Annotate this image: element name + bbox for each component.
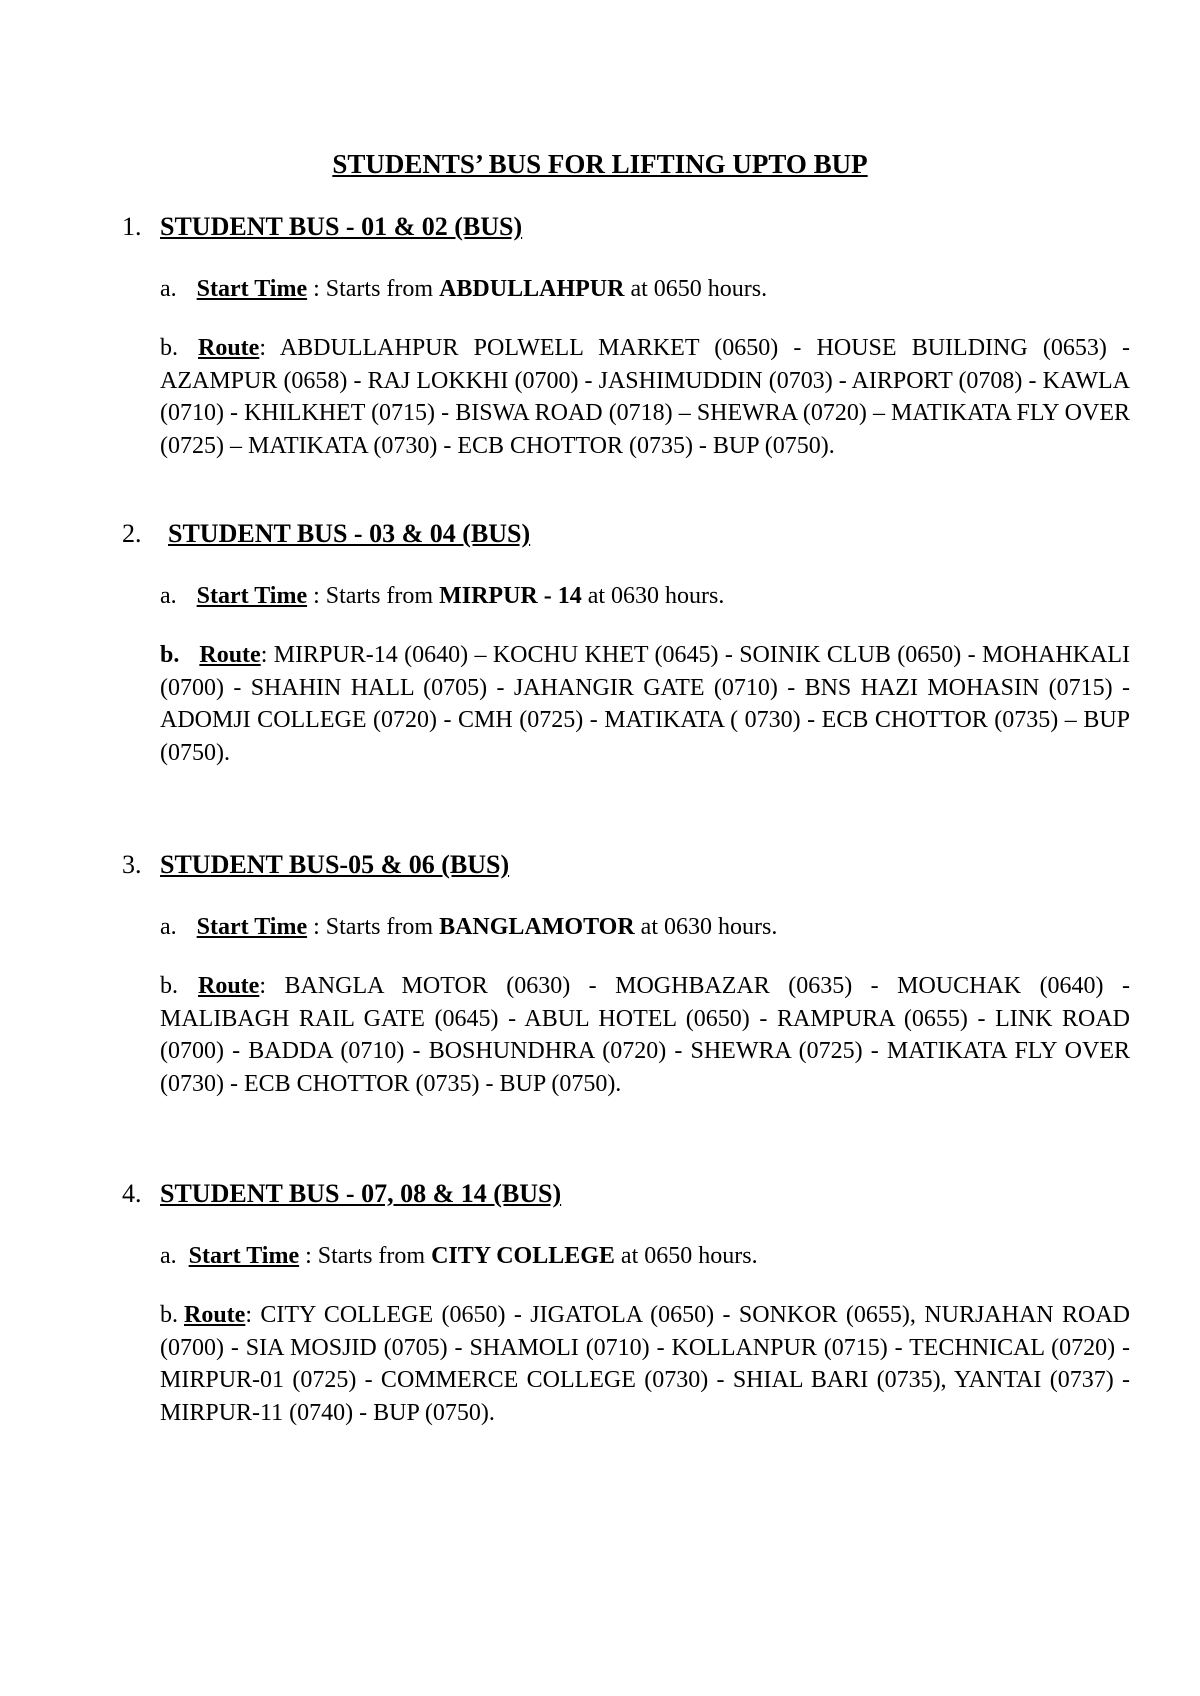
start-place: ABDULLAHPUR (439, 276, 625, 302)
start-place: CITY COLLEGE (431, 1243, 615, 1269)
item-marker: b. (160, 1302, 178, 1328)
start-suffix: at 0650 hours. (614, 1243, 758, 1269)
start-prefix: : Starts from (299, 1243, 432, 1269)
route-text: : BANGLA MOTOR (0630) - MOGHBAZAR (0635) - MOUCHAK (0640) - MALIBAGH RAIL GATE (0645) - ABUL HOTEL (0650) - RAMPURA (0655) - LINK ROAD (0700) - BADDA (0710) - BOSHUNDHRA (0720) - SHEWRA (0725) - MATIKATA FLY OVER (0730) - ECB CHOTTOR (0735) - BUP (0750). (160, 973, 1130, 1097)
section-number: 2. (122, 519, 142, 548)
route-text: : CITY COLLEGE (0650) - JIGATOLA (0650) - SONKOR (0655), NURJAHAN ROAD (0700) - SIA MOSJID (0705) - SHAMOLI (0710) - KOLLANPUR (0715) - TECHNICAL (0720) - MIRPUR-01 (0725) - COMMERCE COLLEGE (0730) - SHIAL BARI (0735), YANTAI (0737) - MIRPUR-11 (0740) - BUP (0750). (160, 1302, 1130, 1426)
start-place: BANGLAMOTOR (439, 914, 635, 940)
section-number: 1. (122, 212, 142, 241)
section-heading: STUDENT BUS - 07, 08 & 14 (BUS) (160, 1179, 562, 1208)
route-text: : MIRPUR-14 (0640) – KOCHU KHET (0645) - SOINIK CLUB (0650) - MOHAHKALI (0700) - SHAHIN HALL (0705) - JAHANGIR GATE (0710) - BNS HAZI MOHASIN (0715) - ADOMJI COLLEGE (0720) - CMH (0725) - MATIKATA ( 0730) - ECB CHOTTOR (0735) – BUP (0750). (160, 642, 1130, 766)
page-title: STUDENTS’ BUS FOR LIFTING UPTO BUP (332, 149, 868, 179)
route-label: Route (198, 335, 260, 361)
route-text: : ABDULLAHPUR POLWELL MARKET (0650) - HOUSE BUILDING (0653) - AZAMPUR (0658) - RAJ LOKKHI (0700) - JASHIMUDDIN (0703) - AIRPORT (0708) - KAWLA (0710) - KHILKHET (0715) - BISWA ROAD (0718) – SHEWRA (0720) – MATIKATA FLY OVER (0725) – MATIKATA (0730) - ECB CHOTTOR (0735) - BUP (0750). (160, 335, 1130, 459)
start-prefix: : Starts from (307, 914, 440, 940)
start-suffix: at 0630 hours. (581, 583, 725, 609)
start-time-line (160, 1240, 1130, 1273)
section-number: 4. (122, 1179, 142, 1208)
start-place: MIRPUR - 14 (439, 583, 582, 609)
start-time-label: Start Time (196, 276, 308, 302)
item-marker: b. (160, 973, 178, 999)
start-prefix: : Starts from (307, 276, 440, 302)
start-time-line (160, 273, 1130, 306)
section-heading: STUDENT BUS - 01 & 02 (BUS) (160, 212, 523, 241)
start-suffix: at 0650 hours. (624, 276, 768, 302)
start-suffix: at 0630 hours. (634, 914, 778, 940)
start-time-line (160, 911, 1130, 944)
route-label: Route (199, 642, 261, 668)
section-number: 3. (122, 850, 142, 879)
start-time-label: Start Time (188, 1243, 300, 1269)
item-marker: b. (160, 335, 178, 361)
item-marker: a. (160, 1243, 177, 1269)
item-marker: a. (160, 276, 177, 302)
route-paragraph (160, 639, 1130, 769)
item-marker: a. (160, 914, 177, 940)
start-time-label: Start Time (196, 583, 308, 609)
section-heading: STUDENT BUS-05 & 06 (BUS) (160, 850, 510, 879)
start-prefix: : Starts from (307, 583, 440, 609)
route-paragraph (160, 332, 1130, 462)
item-marker: a. (160, 583, 177, 609)
start-time-line (160, 580, 1130, 613)
start-time-label: Start Time (196, 914, 308, 940)
route-label: Route (184, 1302, 246, 1328)
route-paragraph (160, 1299, 1130, 1429)
route-label: Route (198, 973, 260, 999)
section-heading: STUDENT BUS - 03 & 04 (BUS) (168, 519, 531, 548)
item-marker: b. (160, 642, 180, 668)
route-paragraph (160, 970, 1130, 1100)
